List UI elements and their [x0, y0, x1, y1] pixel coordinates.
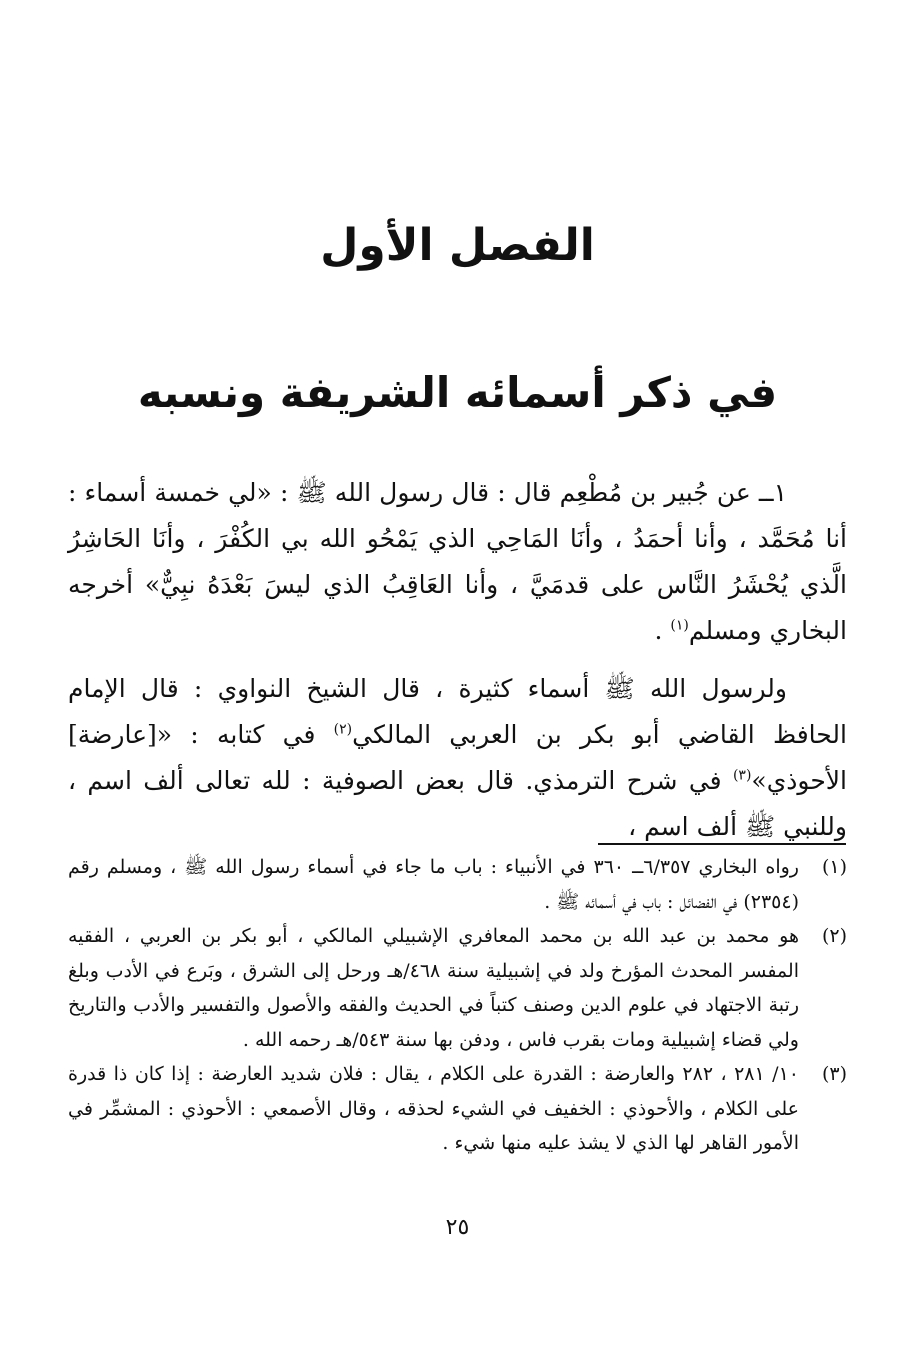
footnote-ref-2[interactable]: (٢): [333, 721, 353, 738]
names-text-part1: ولرسول الله ﷺ أسماء كثيرة ، قال الشيخ النواوي : قال الإمام الحافظ القاضي أبو بكر بن العربي المالكي: [68, 674, 847, 749]
footnote-ref-1[interactable]: (١): [670, 617, 689, 634]
hadith-text-end: .: [654, 616, 671, 645]
footnote-number: (٣): [821, 1063, 847, 1085]
footnote-number: (٢): [821, 925, 847, 947]
chapter-title: الفصل الأول: [320, 220, 595, 271]
hadith-text: ١ــ عن جُبير بن مُطْعِم قال : قال رسول الله ﷺ : «لي خمسة أسماء : أنا مُحَمَّد ، وأنا أحمَدُ ، وأنَا المَاحِي الذي يَمْحُو الله بي الكُفْرَ ، وأنَا الحَاشِرُ الَّذي يُحْشَرُ النَّاس على قدمَيَّ ، وأنا العَاقِبُ الذي ليسَ بَعْدَهُ نبِيٌّ» أخرجه البخاري ومسلم: [68, 478, 847, 645]
footnote-number: (١): [821, 856, 847, 878]
footnote-text: هو محمد بن عبد الله بن محمد المعافري الإشبيلي المالكي ، أبو بكر بن العربي ، الفقيه المفسر المحدث المؤرخ ولد في إشبيلية سنة ٤٦٨/هـ ورحل إلى الشرق ، وبَرع في الأدب وبلغ رتبة الاجتهاد في علوم الدين وصنف كتباً في الحديث والفقه والأصول والتفسير والأدب والتاريخ ولي قضاء إشبيلية ومات بقرب فاس ، ودفن بها سنة ٥٤٣/هـ رحمه الله .: [68, 925, 799, 1051]
footnote-2: [68, 919, 847, 1057]
footnote-text: ١٠/ ٢٨١ ، ٢٨٢ والعارضة : القدرة على الكلام ، يقال : فلان شديد العارضة : إذا كان ذا قدرة على الكلام ، والأحوذي : الخفيف في الشيء لحذقه ، وقال الأصمعي : الأحوذي : المشمِّر في الأمور القاهر لها الذي لا يشذ عليه منها شيء .: [68, 1063, 799, 1154]
footnote-separator: [598, 843, 846, 845]
main-text: [68, 470, 847, 850]
names-text-part3: في شرح الترمذي. قال بعض الصوفية : لله تعالى ألف اسم ، وللنبي ﷺ ألف اسم ،: [68, 766, 847, 841]
names-paragraph: [68, 666, 847, 850]
footnote-text: رواه البخاري ٦/٣٥٧ــ ٣٦٠ في الأنبياء : باب ما جاء في أسماء رسول الله ﷺ ، ومسلم رقم (٢٣٥٤) في الفضائل : باب في أسمائه ﷺ .: [68, 856, 799, 913]
footnotes: [68, 850, 847, 1161]
footnote-ref-3[interactable]: (٣): [732, 767, 752, 784]
chapter-subtitle: في ذكر أسمائه الشريفة ونسبه: [137, 368, 778, 417]
page-number: ٢٥: [445, 1215, 470, 1240]
footnote-1: [68, 850, 847, 919]
names-text-part2: في كتابه : «[عارضة] الأحوذي»: [68, 720, 847, 795]
footnote-3: [68, 1057, 847, 1161]
hadith-paragraph: [68, 470, 847, 654]
